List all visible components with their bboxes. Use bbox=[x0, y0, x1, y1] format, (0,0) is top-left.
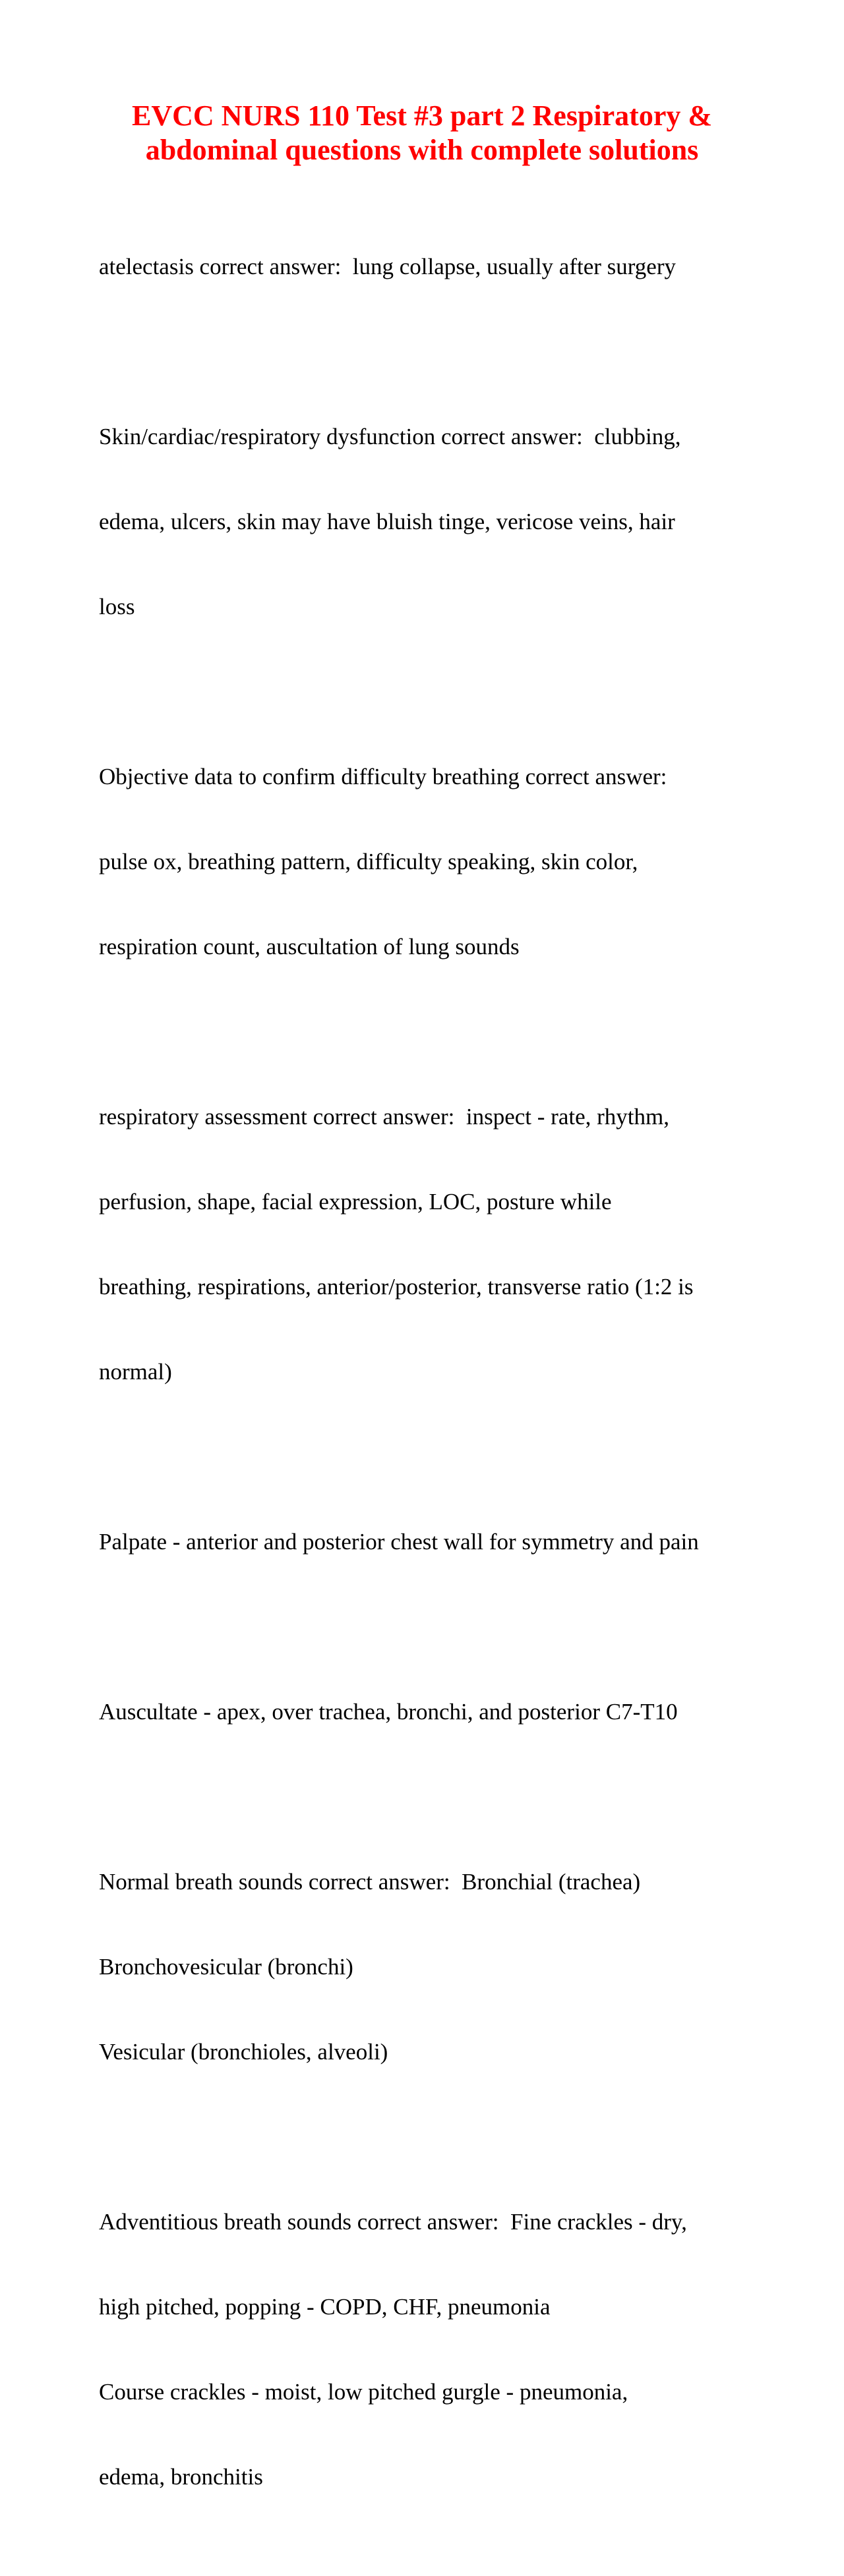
text-line: Palpate - anterior and posterior chest wall for symmetry and pain bbox=[99, 1529, 699, 1555]
paragraph-normal-breath-sounds bbox=[99, 1811, 758, 2123]
text-line: Auscultate - apex, over trachea, bronchi, and posterior C7-T10 bbox=[99, 1699, 678, 1725]
text-line: high pitched, popping - COPD, CHF, pneumonia bbox=[99, 2294, 551, 2320]
document-body bbox=[99, 196, 758, 2576]
text-line: Adventitious breath sounds correct answer: Fine crackles - dry, bbox=[99, 2209, 687, 2235]
text-line: Bronchovesicular (bronchi) bbox=[99, 1954, 353, 1980]
paragraph-respiratory-assessment bbox=[99, 1046, 758, 1443]
paragraph-auscultate bbox=[99, 1641, 758, 1783]
text-line: Normal breath sounds correct answer: Bronchial (trachea) bbox=[99, 1869, 641, 1895]
text-line: perfusion, shape, facial expression, LOC, posture while bbox=[99, 1189, 612, 1215]
text-line: respiratory assessment correct answer: inspect - rate, rhythm, bbox=[99, 1104, 669, 1130]
text-line: loss bbox=[99, 594, 135, 619]
title-line-1: EVCC NURS 110 Test #3 part 2 Respiratory & bbox=[132, 100, 712, 132]
text-line: breathing, respirations, anterior/posterior, transverse ratio (1:2 is bbox=[99, 1274, 694, 1300]
document-title bbox=[79, 99, 765, 167]
text-line: normal) bbox=[99, 1359, 172, 1385]
text-line: pulse ox, breathing pattern, difficulty speaking, skin color, bbox=[99, 849, 638, 874]
text-line: edema, bronchitis bbox=[99, 2464, 263, 2490]
text-line: Vesicular (bronchioles, alveoli) bbox=[99, 2039, 388, 2065]
text-line: Skin/cardiac/respiratory dysfunction correct answer: clubbing, bbox=[99, 424, 681, 449]
text-line: Course crackles - moist, low pitched gurgle - pneumonia, bbox=[99, 2379, 628, 2405]
title-line-2: abdominal questions with complete solutions bbox=[145, 134, 699, 166]
text-line: atelectasis correct answer: lung collapse, usually after surgery bbox=[99, 254, 676, 279]
paragraph-skin-cardiac bbox=[99, 366, 758, 677]
paragraph-objective-data bbox=[99, 706, 758, 1017]
paragraph-adventitious-breath-sounds bbox=[99, 2151, 758, 2548]
text-line: respiration count, auscultation of lung sounds bbox=[99, 934, 520, 959]
text-line: Objective data to confirm difficulty breathing correct answer: bbox=[99, 764, 667, 789]
paragraph-palpate bbox=[99, 1471, 758, 1613]
text-line: edema, ulcers, skin may have bluish tinge, vericose veins, hair bbox=[99, 509, 675, 534]
paragraph-atelectasis bbox=[99, 196, 758, 337]
